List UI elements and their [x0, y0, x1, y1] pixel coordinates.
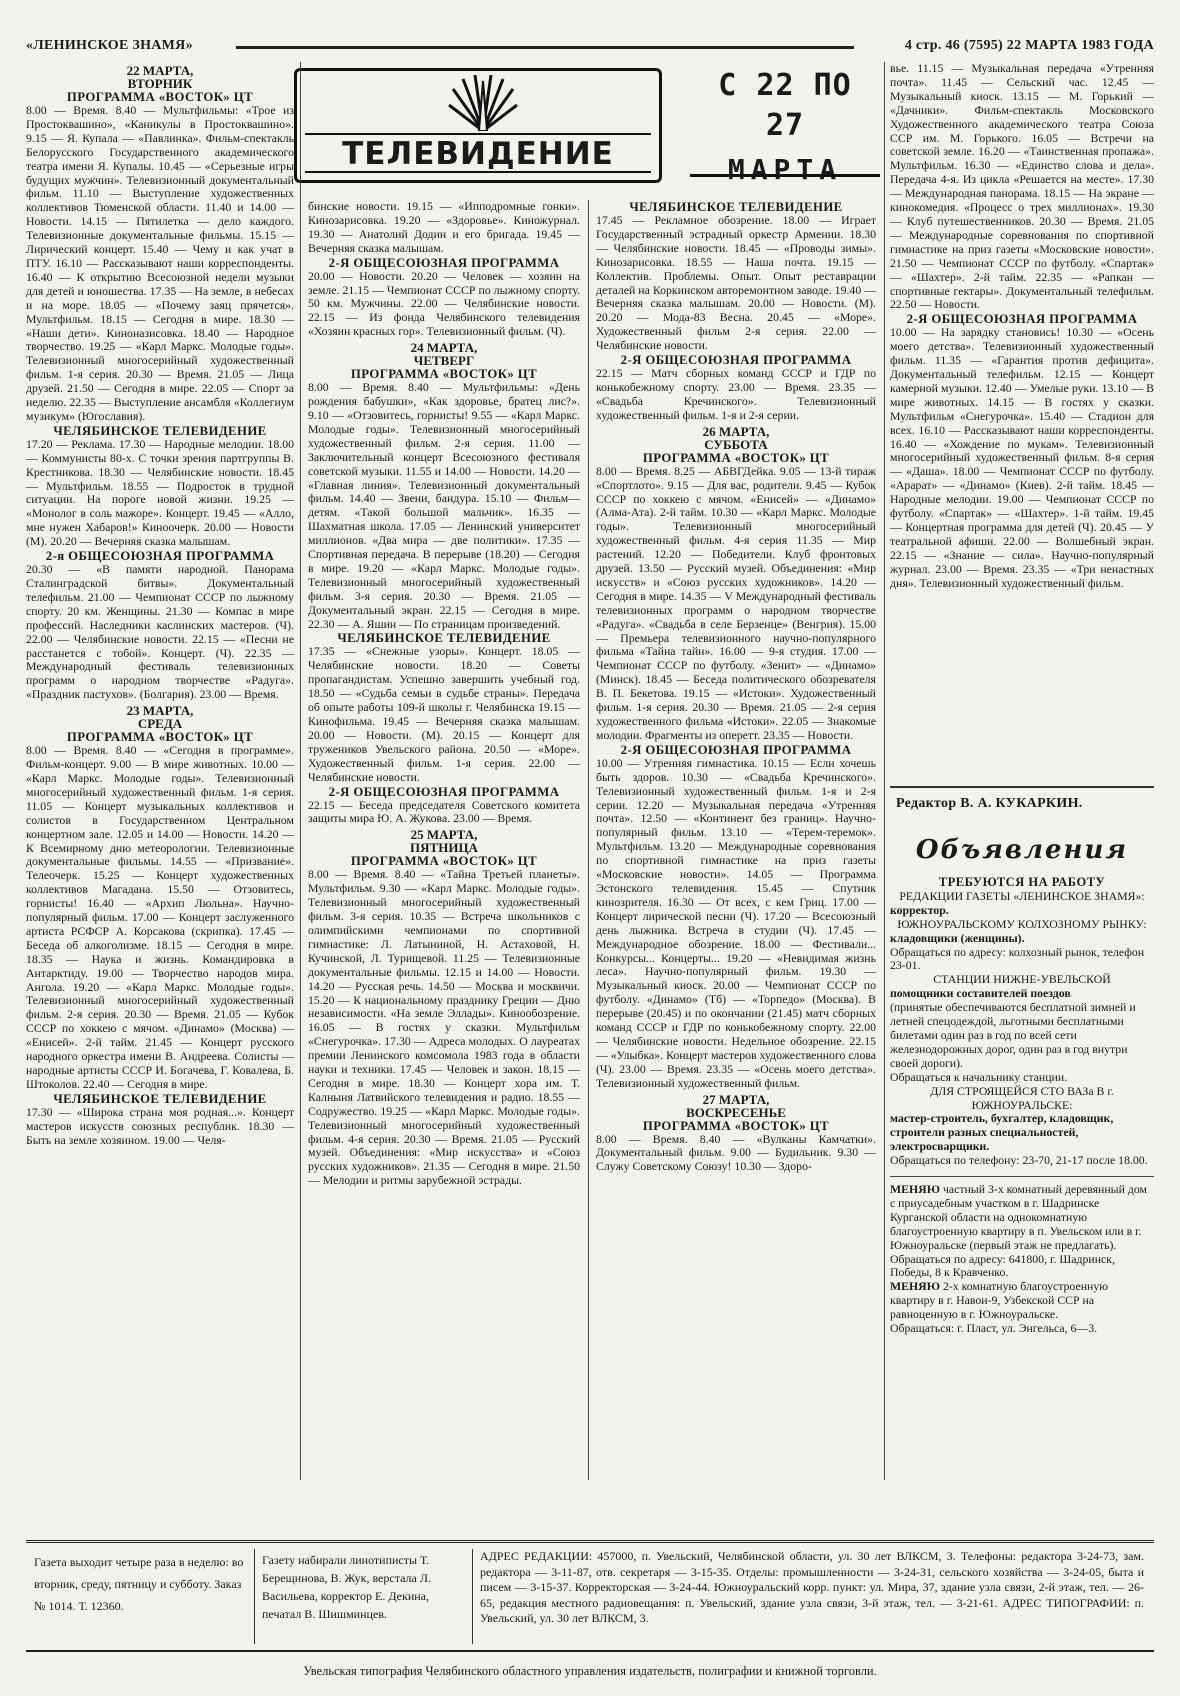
editor-rule: [890, 786, 1154, 788]
exchange-keyword: МЕНЯЮ: [890, 1182, 940, 1197]
exchange-text: частный 3-х комнатный деревянный дом с приусадебным участком в г. Шадринске Курганской области на однокомнатную благоустроенную квартиру в п. Увельском или в г. Южноуральске (первый этаж не предлагать).: [890, 1182, 1148, 1252]
ad-position: мастер-строитель, бухгалтер, кладовщик, строители разных специальностей, электросварщики.: [890, 1111, 1114, 1154]
program-heading: ПРОГРАММА «ВОСТОК» ЦТ: [642, 1118, 830, 1133]
date-range-line2: МАРТА: [727, 153, 843, 186]
editor-credit: Редактор В. А. КУКАРКИН.: [896, 796, 1083, 811]
exchange-address: Обращаться: г. Пласт, ул. Энгельса, 6—3.: [890, 1321, 1098, 1336]
program-heading: 2-Я ОБЩЕСОЮЗНАЯ ПРОГРАММА: [328, 784, 560, 799]
ads-divider: [890, 1176, 1154, 1177]
program-listing: бинские новости. 19.15 — «Ипподромные гонки». Кинозарисовка. 19.20 — «Здоровье». Киножурнал. 19.30 — Анатолий Додин и его бригада. 19.45 — Вечерняя сказка малышам.: [308, 200, 580, 255]
day-date: 22 МАРТА,: [126, 63, 194, 78]
program-heading: ЧЕЛЯБИНСКОЕ ТЕЛЕВИДЕНИЕ: [53, 1091, 267, 1106]
ad-position: помощники составителей поездов: [890, 986, 1071, 1001]
program-listing: 10.00 — На зарядку становись! 10.30 — «Осень моего детства». Телевизионный художественный фильм. 11.35 — «Гарантия против дефицита». Документальный телефильм. 12.15 — Концерт камерной музыки. 12.40 — Умелые руки. 13.10 — В мире животных. 14.15 — В гостях у сказки. Мультфильм «Снегурочка». 15.40 — Стадион для всех. 16.10 — Рассказывают наши корреспонденты. 16.40 — «Хождение по мукам». Телевизионный многосерийный художественный фильм. 8-я серия — «Даша». 18.00 — Чемпионат СССР по футболу. «Арарат» — «Динамо» (Киев). 2-й тайм. 18.45 — Народные мелодии. 19.00 — Чемпионат СССР по футболу. «Спартак» — «Шахтер». 1-й тайм. 19.45 — Концертная программа для детей (Ч). 20.45 — У театральной афиши. 22.00 — Волшебный экран. 22.15 — «Знание — сила». Научно-популярный журнал. 23.00 — Время. 23.35 — «Три ненастных дня». Телевизионный художественный фильм.: [890, 325, 1154, 590]
footer-divider: [472, 1549, 473, 1644]
day-name: ВОСКРЕСЕНЬЕ: [686, 1104, 786, 1120]
program-heading: ЧЕЛЯБИНСКОЕ ТЕЛЕВИДЕНИЕ: [337, 631, 551, 646]
day-name: ПЯТНИЦА: [410, 840, 478, 856]
ad-employer: СТАНЦИИ НИЖНЕ-УВЕЛЬСКОЙ: [933, 972, 1111, 987]
program-heading: ПРОГРАММА «ВОСТОК» ЦТ: [642, 450, 830, 465]
day-date: 23 МАРТА,: [126, 703, 194, 719]
day-name: ВТОРНИК: [127, 76, 193, 91]
day-date: 27 МАРТА,: [702, 1091, 770, 1107]
program-heading: ПРОГРАММА «ВОСТОК» ЦТ: [66, 90, 254, 104]
program-listing: 17.45 — Рекламное обозрение. 18.00 — Играет Государственный эстрадный оркестр Армении. 18.30 — Челябинские новости. 18.45 — «Проводы зимы». Кинозарисовка. 18.55 — Наша почта. 19.15 — Коллектив. Проблемы. Опыт. Опыт реставрации деталей на Коркинском авторемонтном заводе. 19.40 — Вечерняя сказка малышам. 20.00 — Новости. (М). 20.20 — Мода-83 Весна. 20.45 — «Море». Художественный фильм 2-я серия. 22.00 — Челябинские новости.: [596, 213, 876, 353]
tv-header-box: [294, 68, 662, 183]
day-date: 24 МАРТА,: [410, 340, 478, 356]
tv-tower-sun-icon: [447, 75, 519, 131]
program-heading: 2-Я ОБЩЕСОЮЗНАЯ ПРОГРАММА: [620, 353, 852, 368]
program-listing: 10.00 — Утренняя гимнастика. 10.15 — Если хочешь быть здоров. 10.30 — «Свадьба Кречинского». Телевизионный художественный фильм. 1-я и 2-я серии. 12.20 — Музыкальная передача «Утренняя почта». 12.50 — «Континент без границ». Научно-популярный фильм. 13.10 — «Терем-теремок». Мультфильм. 13.20 — Международные соревнования по спортивной гимнастике на приз газеты «Московские новости». 14.05 — Программа Эстонского телевидения. 15.45 — Спутник кинозрителя. 16.30 — От всех, с кем Гриц. 17.00 — Концерт лирической песни (Ч). 17.20 — Всесоюзный день лыжника. Встреча в студии (Ч). 17.45 — Международное обозрение. 18.00 — Фестивали... Конкурсы... Концерты... 19.20 — «Невидимая жизнь леса». Научно-популярный фильм. 19.30 — Музыкальный киоск. 20.00 — Чемпионат СССР по футболу. «Динамо» (Тб) — «Торпедо» (Москва). В перерыве (20.45) и по окончании (21.45) матч сборных команд СССР и ГДР по конькобежному спорту. 22.00 — Челябинские новости. Недельное обозрение. 22.15 — «Улыбка». Концерт мастеров художественного слова (Ч). 23.00 — Время. 23.35 — «Осень моего детства». Телевизионный художественный фильм.: [596, 755, 876, 1090]
masthead: [26, 36, 1154, 56]
exchange-address: Обращаться по адресу: 641800, г. Шадринск, Победы, 8 к Кравченко.: [890, 1251, 1115, 1280]
date-range-line1: С 22 ПО 27: [718, 68, 852, 143]
editorial-address: АДРЕС РЕДАКЦИИ: 457000, п. Увельский, Челябинской области, ул. 30 лет ВЛКСМ, 3. Телефоны: редактора 3-24-73, зам. редактора — 3-11-87, отв. секретаря — 3-15-35. Отделы: промышленности — 3-24-31, сельского хозяйства — 3-24-05, быта и писем — 3-15-37. Корректорская — 3-24-44. Южноуральский корр. пункт: ул. Мира, 37, здание узла связи, 2-й этаж, тел. — 26-65, редакция местного радиовещания: п. Увельский, здание узла связи, 3-й этаж, тел. — 3-21-61. АДРЕС ТИПОГРАФИИ: п. Увельский, ул. 30 лет ВЛКСМ, 3.: [480, 1549, 1144, 1625]
schedule-column-1: [26, 62, 294, 1480]
program-listing: 17.20 — Реклама. 17.30 — Народные мелодии. 18.00 — Коммунисты 80-х. С точки зрения партгруппы В. Крестникова. 18.30 — Челябинские новости. 18.45 — Мультфильм. 18.55 — Подросток в трудной ситуации. На пороге новой жизни. 19.25 — «Монолог в соль мажоре». Концерт. 19.45 — «Алло, мне нужен Хабаров!» Киноочерк. 20.00 — Новости (М). 20.20 — Вечерняя сказка малышам.: [26, 436, 294, 549]
issue-info: 4 стр. 46 (7595) 22 МАРТА 1983 ГОДА: [904, 38, 1154, 53]
day-name: СУББОТА: [704, 436, 768, 452]
program-listing: 8.00 — Время. 8.40 — «Сегодня в программе». Фильм-концерт. 9.00 — В мире животных. 10.00 — «Карл Маркс. Молодые годы». Телевизионный многосерийный художественный фильм. 1-я серия. 11.05 — Концерт музыкальных коллективов и солистов в Государственном Центральном концертном зале. 12.05 и 14.00 — Новости. 14.20 — К Всемирному дню метеорологии. Телевизионные документальные фильмы. 14.55 — «Призвание». Телеочерк. 15.25 — Концерт художественных коллективов Магадана. 15.50 — Отзовитесь, горнисты! 16.40 — «Архип Люльна». Научно-популярный фильм. 17.00 — Концерт заслуженного артиста РСФСР А. Корсакова (скрипка). 17.45 — Беседа об алкоголизме. 18.15 — Сегодня в мире. 18.35 — Наука и жизнь. Командировка в Антарктиду. 19.00 — Творчество народов мира. Ангола. 19.20 — «Карл Маркс. Молодые годы». Телевизионный многосерийный художественный фильм. 2-я серия. 20.30 — Время. 21.05 — Кубок СССР по хоккею с мячом. «Динамо» (Москва) — «Енисей». 2-й тайм. 21.45 — Концерт русского народного оркестра имени В. Андреева. Солисты — народные артисты СССР И. Богачева, Г. Ковалева, Б. Штоколов. 22.40 — Сегодня в мире.: [26, 743, 294, 1091]
program-listing: 20.30 — «В памяти народной. Панорама Сталинградской битвы». Документальный телефильм. 21.00 — Чемпионат СССР по лыжному спорту. 20 км. Женщины. 21.30 — Компас в мире профессий. Наследники каслинских мастеров. (Ч). 22.00 — Челябинские новости. 22.15 — «Песни не расстанется с тобой». Концерт. (Ч). 22.35 — Международный фестиваль телевизионных программ о народном творчестве «Радуга». «Праздник пастухов». (Болгария). 23.00 — Время.: [26, 562, 294, 702]
program-heading: 2-Я ОБЩЕСОЮЗНАЯ ПРОГРАММА: [620, 742, 852, 757]
ad-text: Обращаться по адресу: колхозный рынок, телефон 23-01.: [890, 944, 1145, 973]
program-listing: 8.00 — Время. 8.40 — «Вулканы Камчатки». Документальный фильм. 9.00 — Будильник. 9.30 — Служу Советскому Союзу! 10.30 — Здоро-: [596, 1131, 876, 1174]
typesetting-credits: Газету набирали линотиписты Т. Берещинова, В. Жук, верстала Л. Васильева, корректор Е. Декина, печатал В. Шишминцев.: [262, 1553, 431, 1621]
column-divider: [300, 62, 301, 1480]
ads-heading: Объявления: [915, 835, 1129, 865]
tv-title: ТЕЛЕВИДЕНИЕ: [305, 133, 651, 173]
exchange-text: 2-х комнатную благоустроенную квартиру в г. Навои-9, Узбекской ССР на равноценную в г. Южноуральске.: [890, 1279, 1109, 1322]
ad-text: (принятые обеспечиваются бесплатной зимней и летней спецодеждой, льготными бесплатными билетами один раз в год по всей сети железнодорожных дорог, один раз в год внутри своей дороги).: [890, 1000, 1136, 1070]
schedule-column-2: [308, 200, 580, 1480]
program-listing: 20.00 — Новости. 20.20 — Человек — хозяин на земле. 21.15 — Чемпионат СССР по лыжному спорту. 50 км. Мужчины. 22.00 — Челябинские новости. 22.15 — Из фонда Челябинского телевидения «Хозяин красных гор». Телевизионный фильм. (Ч).: [308, 268, 580, 339]
program-heading: ПРОГРАММА «ВОСТОК» ЦТ: [66, 730, 254, 745]
program-heading: ПРОГРАММА «ВОСТОК» ЦТ: [350, 854, 538, 869]
exchange-keyword: МЕНЯЮ: [890, 1279, 940, 1294]
printer-line: Увельская типография Челябинского областного управления издательств, полиграфии и книжной торговли.: [303, 1664, 877, 1678]
program-heading: 2-Я ОБЩЕСОЮЗНАЯ ПРОГРАММА: [906, 312, 1138, 327]
ad-employer: ЮЖНОУРАЛЬСКОМУ КОЛХОЗНОМУ РЫНКУ:: [897, 916, 1147, 931]
program-heading: ПРОГРАММА «ВОСТОК» ЦТ: [350, 367, 538, 382]
day-name: СРЕДА: [137, 716, 183, 732]
header-rule: [690, 174, 880, 177]
day-date: 26 МАРТА,: [702, 423, 770, 439]
classified-ads: [890, 822, 1154, 1482]
publication-schedule: Газета выходит четыре раза в неделю: во вторник, среду, пятницу и субботу. Заказ № 1014. Т. 12360.: [34, 1555, 244, 1613]
column-divider: [588, 200, 589, 1480]
schedule-column-4: [890, 62, 1154, 922]
program-heading: 2-Я ОБЩЕСОЮЗНАЯ ПРОГРАММА: [328, 255, 560, 270]
day-name: ЧЕТВЕРГ: [413, 353, 475, 369]
exchange-ad: [890, 1183, 1154, 1253]
schedule-column-3: [596, 200, 876, 1480]
ad-text: Обращаться по телефону: 23-70, 21-17 после 18.00.: [890, 1153, 1148, 1168]
ad-employer: РЕДАКЦИИ ГАЗЕТЫ «ЛЕНИНСКОЕ ЗНАМЯ»:: [899, 888, 1145, 903]
ad-position: корректор.: [890, 902, 949, 917]
program-listing: 17.30 — «Широка страна моя родная...». Концерт мастеров искусств союзных республик. 18.30 — Быть на земле хозяином. 19.00 — Челя-: [26, 1104, 294, 1147]
program-listing: 17.35 — «Снежные узоры». Концерт. 18.05 — Челябинские новости. 18.20 — Советы пропагандистам. Успешно завершить учебный год. 18.50 — «Судьба семьи в судьбе страны». Передача об опыте работы 109-й школы г. Челябинска 19.15 — Кинофильма. 19.45 — Вечерняя сказка малышам. 20.00 — Новости. (М). 20.15 — Концерт для тружеников Увельского района. 20.50 — «Море». Художественный фильм. 1-я серия. 22.00 — Челябинские новости.: [308, 644, 580, 784]
program-listing: 8.00 — Время. 8.25 — АБВГДейка. 9.05 — 13-й тираж «Спортлото». 9.15 — Для вас, родители. 9.45 — Кубок СССР по хоккею с мячом. «Енисей» — «Динамо» (Алма-Ата). 2-й тайм. 10.30 — «Карл Маркс. Молодые годы». Телевизионный многосерийный художественный фильм. 4-я серия 11.35 — Мир растений. 12.20 — Победители. Клуб фронтовых друзей. 13.50 — Русский музей. Объединения: «Мир искусств» и «Союз русских художников». 14.20 — Сегодня в мире. 14.35 — V Международный фестиваль телевизионных программ о народном творчестве «Радуга». «Свадьба в селе Берзенце» (Венгрия). 15.00 — Премьера телевизионного научно-популярного фильма «Тайна тайн». 16.00 — 9-я студия. 17.00 — Чемпионат СССР по футболу. «Зенит» — «Динамо» (Минск). 18.45 — Беседа политического обозревателя В. П. Бекетова. 19.15 — «Истоки». Художественный фильм. 1-я серия. 20.30 — Время. 21.05 — 2-я серия художественного фильма «Истоки». 22.05 — Знакомые молодии. Фрагменты из оперетт. 23.35 — Новости.: [596, 463, 876, 742]
program-listing: 22.15 — Матч сборных команд СССР и ГДР по конькобежному спорту. 23.00 — Время. 23.35 — «Свадьба Кречинского». Телевизионный художественный фильм. 1-я и 2-я серии.: [596, 366, 876, 422]
program-listing: 8.00 — Время. 8.40 — Мультфильмы: «Трое из Простоквашино», «Каникулы в Простоквашино». 9.15 — Я. Купала — «Павлинка». Фильм-спектакль Белорусского Государственного академического театра имени Я. Купалы. 10.45 — «Серьезные игры будущих мужчин». Телевизионный документальный фильм. 11.10 — Выступление художественных коллективов Тюменской области. 11.40 и 14.00 — Новости. 14.15 — Пятилетка — дело каждого. Телевизионные документальные фильмы. 15.15 — Лирический концерт. 15.40 — Чему и как учат в ПТУ. 16.10 — Рассказывают наши корреспонденты. 16.40 — К открытию Всесоюзной недели музыки для детей и юношества. 17.35 — На земле, в небесах и на море. 18.05 — «Почему заяц прячется». Мультфильм. 18.15 — Сегодня в мире. 18.30 — «Наши дети». Киноназисовка. 18.40 — Народное творчество. 19.25 — «Карл Маркс. Молодые годы». Телевизионный многосерийный художественный фильм. 1-я серия. 20.30 — Время. 21.05 — Лица друзей. 21.50 — Сегодня в мире. 22.05 — Спорт за неделю. 22.35 — Выступление ансамбля «Коллегиум музикум» (Югославия).: [26, 103, 294, 423]
program-listing: вье. 11.15 — Музыкальная передача «Утренняя почта». 11.45 — Сельский час. 12.45 — Музыкальный киоск. 13.15 — М. Горький — «Дачники». Фильм-спектакль Московского Художественного академического театра Союза ССР им. М. Горького. 16.05 — Встречи на советской земле. 16.20 — «Таинственная пропажа». Мультфильм. 16.30 — «Единство слова и дела». Передача 4-я. Из цикла «Решается на месте». 17.30 — Международная панорама. 18.15 — На экране — кинокомедия. «Процесс о трех миллионах». 19.30 — Клуб путешественников. 20.30 — Время. 21.05 — Международные соревнования по спортивной гимнастике на приз газеты «Московские новости». 21.50 — Чемпионат СССР по футболу. «Спартак» — «Шахтер». 2-й тайм. 22.35 — «Рапкан — спортивные гектары». Документальный телефильм. 22.50 — Новости.: [890, 62, 1154, 312]
ad-text: Обращаться к начальнику станции.: [890, 1069, 1068, 1084]
masthead-rule: [236, 46, 854, 49]
program-heading: ЧЕЛЯБИНСКОЕ ТЕЛЕВИДЕНИЕ: [53, 423, 267, 438]
exchange-ad: [890, 1280, 1154, 1322]
program-heading: ЧЕЛЯБИНСКОЕ ТЕЛЕВИДЕНИЕ: [629, 200, 843, 214]
ad-position: кладовщики (женщины).: [890, 930, 1025, 945]
program-listing: 22.15 — Беседа председателя Советского комитета защиты мира Ю. А. Жукова. 23.00 — Время.: [308, 797, 580, 826]
footer-divider: [254, 1549, 255, 1644]
ads-subheading: ТРЕБУЮТСЯ НА РАБОТУ: [938, 875, 1106, 889]
ad-employer: ДЛЯ СТРОЯЩЕЙСЯ СТО ВАЗа В г. ЮЖНОУРАЛЬСКЕ:: [930, 1083, 1114, 1112]
program-heading: 2-я ОБЩЕСОЮЗНАЯ ПРОГРАММА: [45, 549, 275, 564]
paper-name: «ЛЕНИНСКОЕ ЗНАМЯ»: [26, 38, 193, 53]
program-listing: 8.00 — Время. 8.40 — «Тайна Третьей планеты». Мультфильм. 9.30 — «Карл Маркс. Молодые годы». Телевизионный многосерийный художественный фильм. 3-я серия. 10.35 — Встреча школьников с олимпийскими чемпионами по спортивной гимнастике: Л. Латыниной, Н. Астаховой, Н. Кучинской, Л. Турищевой. 11.25 — Телевизионные документальные фильмы. 12.15 и 14.00 — Новости. 14.20 — Русская речь. 14.50 — Москва и москвичи. 15.20 — К национальному празднику Греции — Дню независимости. «На земле Эллады». Кинообозрение. 16.05 — В гостях у сказки. Мультфильм «Снегурочка». 17.30 — Адреса молодых. О лауреатах премии Ленинского комсомола 1983 года в области науки и техники. 17.45 — Человек и закон. 18.15 — Сегодня в мире. 18.30 — Концерт хора им. Т. Калныня Латвийского телевидения и радио. 18.55 — Содружество. 19.25 — «Карл Маркс. Молодые годы». Телевизионный многосерийный художественный фильм. 4-я серия. 20.30 — Время. 21.05 — Русский музей. Объединения: «Мир искусства» и «Союз русских художников». 21.35 — Сегодня в мире. 21.50 — Мелодии и ритмы зарубежной эстрады.: [308, 867, 580, 1188]
program-listing: 8.00 — Время. 8.40 — Мультфильмы: «День рождения бабушки», «Как здоровье, братец лис?». 9.10 — «Отзовитесь, горнисты! 9.55 — «Карл Маркс. Молодые годы». Телевизионный многосерийный художественный фильм. 2-я серия. 11.00 — Заключительный концерт Всесоюзного фестиваля советской музыки. 11.55 и 14.00 — Новости. 14.20 — «Главная линия». Телевизионный документальный фильм. 14.40 — Звени, бандура. 15.10 — Фильм—детям. «Такой большой мальчик». 16.35 — Шахматная школа. 17.05 — Ленинский университет миллионов. «Два мира — две политики». 17.35 — Спортивная передача. В перерыве (18.20) — Сегодня в мире. 19.20 — «Карл Маркс. Молодые годы». Телевизионный многосерийный художественный фильм. 3-я серия. 20.30 — Время. 21.05 — Документальный экран. 22.15 — Сегодня в мире. 22.30 — А. Яшин — По страницам произведений.: [308, 380, 580, 631]
column-divider: [884, 62, 885, 1480]
imprint-footer: [26, 1540, 1154, 1652]
day-date: 25 МАРТА,: [410, 827, 478, 843]
